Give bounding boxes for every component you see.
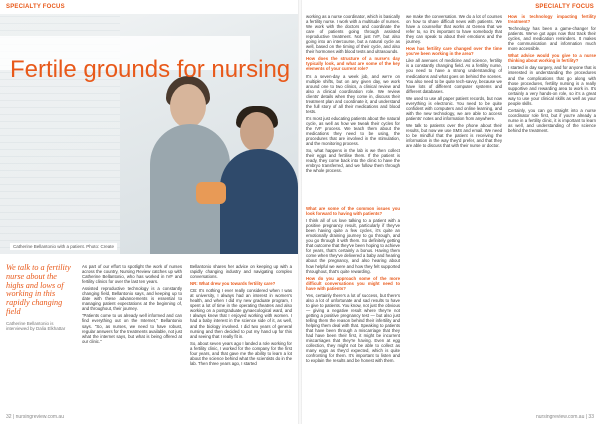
paragraph: I started in day surgery, and for anyone that is interested in understanding the procedures and the complications that go along with those procedures, fertility nursing is a really supportive and rewarding area to work in. It's certainly a very hands-on role, so it's a great way to use your clinical skills as well as your people skills. xyxy=(508,65,596,106)
interview-question: What advice would you give to a nurse thinking about working in fertility? xyxy=(508,53,596,64)
section-tag: SPECIALTY FOCUS xyxy=(535,4,594,10)
right-page xyxy=(302,0,600,424)
interview-question: What are some of the common issues you look forward to having with patients? xyxy=(306,206,400,217)
photo-caption: Catherine Bellantonio with a patient. Photo: Create xyxy=(10,243,117,250)
left-column-1 xyxy=(82,264,182,410)
interview-question: NR: What drew you towards fertility care? xyxy=(190,281,276,287)
paragraph: Certainly, you can go straight into a nurse coordinator role first, but if you're already a nurse in a fertility clinic, it is important to learn as well, and understanding of the science behind the treatment. xyxy=(508,107,596,133)
paragraph: I think all of us love talking to a patient with a positive pregnancy result, particularly if they've been having quite a few cycles, it's quite an emotionally draining journey to go through, and you go through it with them. So definitely getting that outcome that they've been hoping to achieve for years, that's certainly a bonus. Having them come when they've delivered a baby and hearing about the pregnancy, and also hearing about how helpful we were and how they felt supported throughout, that's quite rewarding. xyxy=(306,218,400,274)
paragraph: So, what happens in the lab is we then collect their eggs and fertilise them. If the patient is ready, they come back into the clinic to have the embryo transferred, and we follow them through the whole process. xyxy=(306,148,400,174)
patient-figure xyxy=(220,149,298,254)
pull-quote-block xyxy=(6,264,76,331)
interview-question: How does the structure of a nurse's day typically look, and what are some of the key elements of your current role? xyxy=(306,56,400,72)
right-column-3 xyxy=(508,14,596,410)
page-footer: 32 | nursingreview.com.au xyxy=(6,414,64,420)
paragraph: So, about seven years ago I landed a role working for a fertility clinic, I worked for the company for the first four years, and that gave me the ability to learn a lot about the science behind what the scientists do in the lab. Then three years ago, I started xyxy=(190,340,292,366)
paragraph: we make the conversation. We do a lot of courses on how to share difficult news with patients. We have a counsellor that works at Genea that we refer to, so it's important to have somebody that they can speak to about their emotions and the journey. xyxy=(406,14,502,45)
paragraph: CB: It's nothing I ever really considered when I was at university, I always had an interest in women's health, and when I did my new graduate program, I spent a lot of time in the operating theatres and also working on a postgraduate gynaecological ward, and I always knew that I enjoyed working with women. I had a baby interest in the science side of it, as well, and the biology involved. I did two years of general nursing and then decided to put my hand up for this and seeing that I really fit in. xyxy=(190,288,292,339)
right-column-2 xyxy=(406,14,502,410)
patient-head xyxy=(240,112,274,152)
paragraph: As part of our effort to spotlight the work of nurses across the country, Nursing Review catches up with Catherine Bellantonio, who has worked in IVF and fertility clinics for over the last ten years. xyxy=(82,264,182,285)
interview-question: How has fertility care changed over the time you've been working in the area? xyxy=(406,46,502,57)
left-column-2 xyxy=(190,264,292,410)
paragraph: Yes, certainly there's a lot of success, but there's also a lot of unfortunate and sad results to have to give to patients. You know, not just the obvious — giving a negative result where they're not getting a positive pregnancy test — but also just telling them the reason behind their infertility and helping them deal with that. Speaking to patients that have been through a miscarriage that they had have been their first, it might be incurrent miscarriages that they're having. Even at egg collection, they might not be able to collect as many eggs as they'd expected, which is quite confronting for them. It's important to listen and to explain the results and be honest with them. xyxy=(306,292,400,364)
paragraph: Technology has been a game-changer for patients. We've got apps now that track their cycles, and medication reminders. It makes the communication and information much more accessible. xyxy=(508,26,596,52)
cushion xyxy=(196,182,226,204)
right-column-1-bottom xyxy=(306,206,400,410)
interview-question: How do you approach some of the more difficult conversations you might need to have with patients? xyxy=(306,275,400,291)
left-page xyxy=(0,0,298,424)
paragraph: It's most just educating patients about the natural cycle, as well as how we tweak their cycles for the IVF process. We teach them about the medications they need to be using, the procedures that are involved in the stimulation, and the monitoring process. xyxy=(306,115,400,147)
paragraph: working as a nurse coordinator, which is basically a fertility nurse. I work with a multitude of nurses. We work with the doctors and coordinate the care of patients going through assisted reproductive treatment. Not just IVF, but also going into an intercourse, but a natural cycle as well, based on the timing of their cycle, and also their hormones with blood tests and ultrasounds. xyxy=(306,14,400,55)
nurse-head xyxy=(170,84,206,128)
paragraph: We talk to patients over the phone about their results, but now we use SMS and email. We need to be mindful that the patient is receiving the information in the way they'd prefer, and that they are able to discuss that with their nurse or doctor. xyxy=(406,122,502,149)
paragraph: We used to use all paper patient records, but now everything is electronic. You need to be quite confident with computers and online learning, and with the new technology, we are able to access patients' notes and information from anywhere. xyxy=(406,95,502,121)
paragraph: Like all avenues of medicine and science, fertility is a constantly changing field. As a fertility nurse, you need to have a strong understanding of medications and what goes on behind the scenes. You also need to be quite tech-savvy, because we have lots of different computer systems and different databases. xyxy=(406,58,502,94)
paragraph: Bellantonio shares her advice on keeping up with a rapidly changing industry and navigating complex conversations. xyxy=(190,264,292,280)
pull-quote-credit: Catherine Bellantonio is interviewed by Dalia Elkhattar xyxy=(6,320,66,331)
article-title: Fertile grounds for nursing xyxy=(10,56,291,84)
pull-quote: We talk to a fertility nurse about the highs and lows of working in this rapidly changing field xyxy=(6,263,71,316)
section-tag: SPECIALTY FOCUS xyxy=(6,4,65,10)
interview-question: How is technology impacting fertility treatment? xyxy=(508,14,596,25)
paragraph: Assisted reproductive technology is a constantly changing field, Bellantonio says, and keeping up to date with these advancements is essential to managing patient expectations at the beginning of, and throughout, their journey. xyxy=(82,286,182,312)
right-column-1-top xyxy=(306,14,400,204)
paragraph: It's a seven-day a week job, and we're on multiple shifts, but on any given day, we work around one to two clinics, a clinical review and also a clinical coordination role. We review clients' details when they come in, discuss their treatment plan and coordinate it, and understand the full story of all their medications and blood tests. xyxy=(306,73,400,114)
paragraph: "Patients come to us already well informed and can find everything out on the Internet," Bellantonio says. "So, as nurses, we need to have robust, regular answers for the treatments available, not just what the internet says, but what is being offered at our clinic." xyxy=(82,313,182,344)
page-footer: nursingreview.com.au | 33 xyxy=(536,414,594,420)
